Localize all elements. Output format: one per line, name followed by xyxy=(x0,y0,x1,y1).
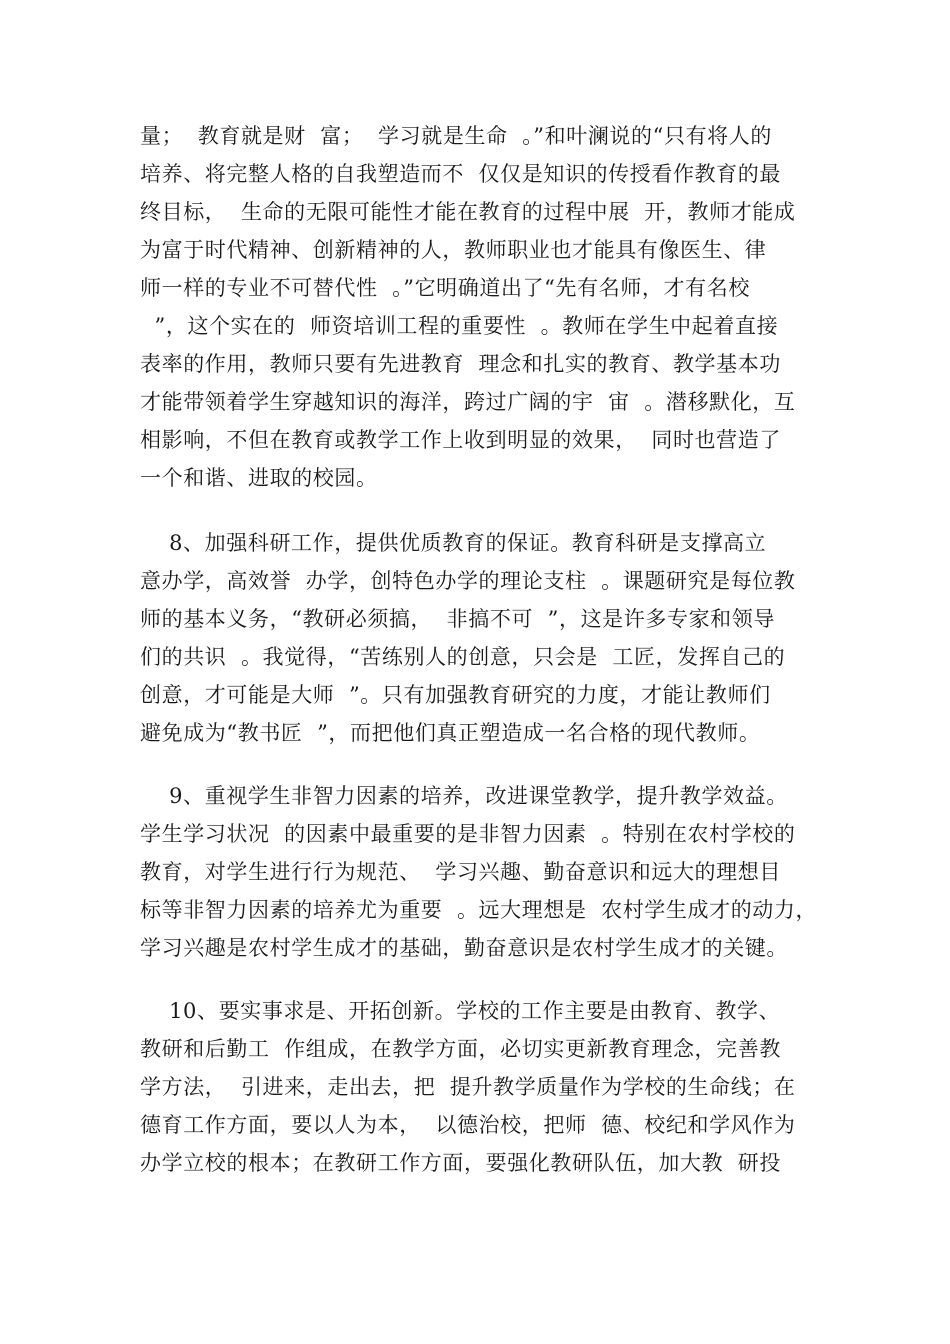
text-line: 相影响，不但在教育或教学工作上收到明显的效果， 同时也营造了 xyxy=(140,428,781,452)
text-line: 们的共识 。我觉得，“苦练别人的创意，只会是 工匠，发挥自己的 xyxy=(140,645,786,669)
text-line: 意办学，高效誉 办学，创特色办学的理论支柱 。课题研究是每位教 xyxy=(140,569,796,593)
text-line: 培养、将完整人格的自我塑造而不 仅仅是知识的传授看作教育的最 xyxy=(140,162,781,186)
text-line: 学生学习状况 的因素中最重要的是非智力因素 。特别在农村学校的 xyxy=(140,822,796,846)
text-line: 教研和后勤工 作组成，在教学方面，必切实更新教育理念，完善教 xyxy=(140,1037,781,1061)
text-line: 10、要实事求是、开拓创新。学校的工作主要是由教育、教学、 xyxy=(140,999,781,1023)
text-line: 创意，才可能是大师 ”。只有加强教育研究的力度，才能让教师们 xyxy=(140,683,771,707)
text-line: 一个和谐、进取的校园。 xyxy=(140,466,378,490)
text-line: 学习兴趣是农村学生成才的基础，勤奋意识是农村学生成才的关键。 xyxy=(140,936,788,960)
paragraph-item-10 xyxy=(140,992,820,1182)
text-line: 办学立校的根本；在教研工作方面，要强化教研队伍，加大教 研投 xyxy=(140,1151,781,1175)
text-line: 德育工作方面，要以人为本， 以德治校，把师 德、校纪和学风作为 xyxy=(140,1113,796,1137)
text-line: ”，这个实在的 师资培训工程的重要性 。教师在学生中起着直接 xyxy=(140,314,779,338)
text-line: 量； 教育就是财 富； 学习就是生命 。”和叶澜说的“只有将人的 xyxy=(140,124,772,148)
text-line: 表率的作用，教师只要有先进教育 理念和扎实的教育、教学基本功 xyxy=(140,352,781,376)
text-line: 师一样的专业不可替代性 。”它明确道出了“先有名师，才有名校 xyxy=(140,276,750,300)
text-line: 为富于时代精神、创新精神的人，教师职业也才能具有像医生、律 xyxy=(140,238,767,262)
paragraph-teacher-development xyxy=(140,117,820,497)
paragraph-item-9 xyxy=(140,777,820,967)
text-line: 终目标， 生命的无限可能性才能在教育的过程中展 开，教师才能成 xyxy=(140,200,796,224)
text-line: 8、加强科研工作，提供优质教育的保证。教育科研是支撑高立 xyxy=(140,531,767,555)
text-line: 学方法， 引进来，走出去，把 提升教学质量作为学校的生命线；在 xyxy=(140,1075,796,1099)
text-line: 教育，对学生进行行为规范、 学习兴趣、勤奋意识和远大的理想目 xyxy=(140,860,781,884)
text-line: 才能带领着学生穿越知识的海洋，跨过广阔的宇 宙 。潜移默化，互 xyxy=(140,390,796,414)
text-line: 师的基本义务，“教研必须搞， 非搞不可 ”，这是许多专家和领导 xyxy=(140,607,775,631)
text-line: 避免成为“教书匠 ”，而把他们真正塑造成一名合格的现代教师。 xyxy=(140,721,761,745)
paragraph-item-8 xyxy=(140,524,820,752)
text-line: 9、重视学生非智力因素的培养，改进课堂教学，提升教学效益。 xyxy=(140,784,788,808)
text-line: 标等非智力因素的培养尤为重要 。远大理想是 农村学生成才的动力， xyxy=(140,898,818,922)
